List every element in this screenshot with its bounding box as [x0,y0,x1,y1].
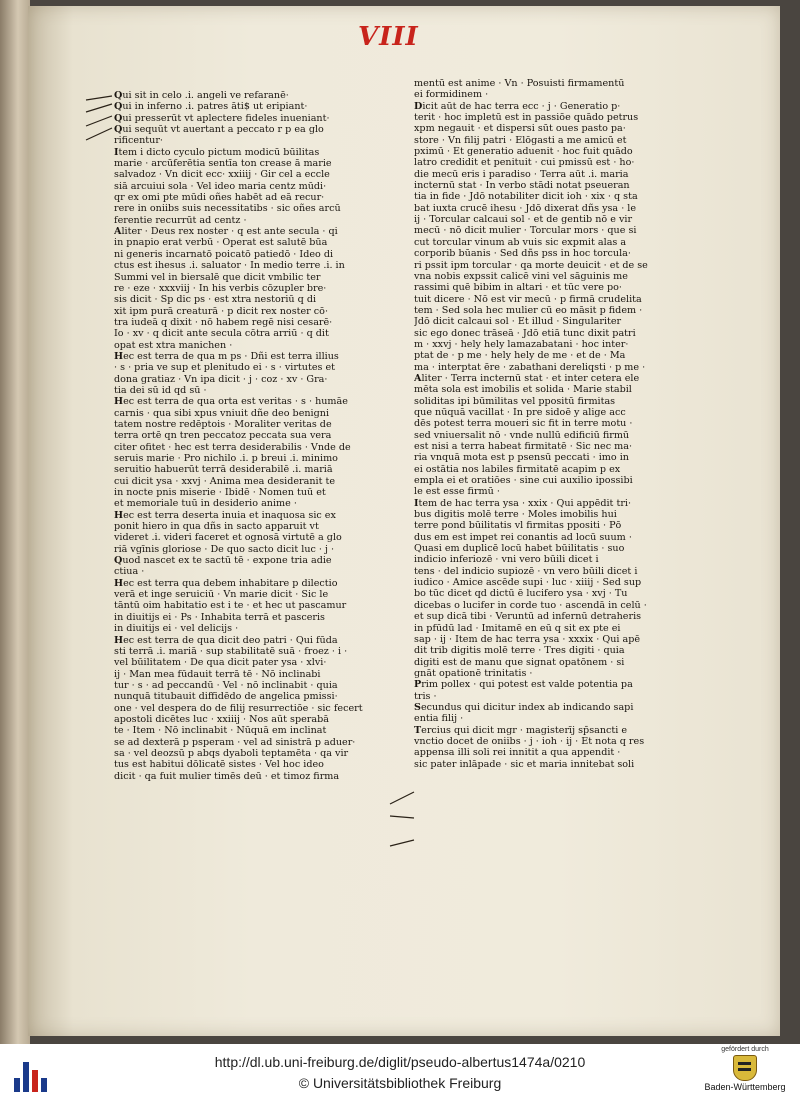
text-line: in pnapio erat verbū · Operat est salutē būa [114,237,328,249]
text-line: Qui presserūt vt aplectere fideles inueniant· [114,112,330,124]
text-line: rassimi quē bibim in altari · et tūc vere po· [414,282,622,294]
text-line: Item i dicto cyculo pictum modicū būilitas [114,146,320,158]
text-line: one · vel despera do de filij resurrectiōe · sic fecert [114,702,363,714]
text-line: Qui sequūt vt auertant a peccato r p ea glo [114,124,324,136]
text-line: Hec est terra qua debem inhabitare p dilectio [114,577,338,589]
text-line: gnāt opationē trinitatis · [414,667,533,679]
text-line: in diuitijs ei · vel delicijs · [114,623,239,635]
text-line: empla ei et oratiōes · sine cui auxilio ipossibi [414,475,633,487]
text-line: sis dicit · Sp dic ps · est xtra nestoriū q di [114,294,317,306]
text-line: dicebas o lucifer in corde tuo · ascendā in celū · [414,599,647,611]
text-line: ctus est ihesus .i. saluator · In medio terre .i. in [114,260,345,272]
text-line: Summi vel in biersalē que dicit vmbilic ter [114,271,321,283]
text-line: apostoli dicētes luc · xxiiij · Nos aūt sperabā [114,713,329,725]
text-line: xpm negauit · et dispersi sūt oues pasto pa· [414,123,626,135]
text-line: tia dei sū id qd sū · [114,384,207,396]
text-line: in nocte pnis miserie · Ibidē · Nomen tuū et [114,487,326,499]
text-line: Aliter · Deus rex noster · q est ante secula · qi [114,226,338,238]
left-page-edge [0,0,30,1044]
text-line: qr ex omi pte mūdi oñes habēt ad eā recur· [114,192,325,204]
text-line: Secundus qui dicitur index ab indicando sapi [414,701,634,713]
margin-pointer-marks-right [388,788,418,858]
text-line: ei formidinem · [414,89,489,101]
text-line: mecū · nō dicit mulier · Torcular mors · que si [414,225,637,237]
left-text-column [114,90,396,782]
text-line: m · xxvj · hely hely lamazabatani · hoc inter· [414,338,629,350]
text-line: ctiua · [114,566,145,578]
text-line: · s · pria ve sup et plenitudo ei · s · virtutes et [114,362,336,374]
text-line: cut torcular vinum ab vuis sic expmit alas a [414,236,627,248]
text-line: digiti est de manu que signat opatōnem · si [414,656,625,668]
text-line: re · eze · xxxviij · In his verbis cōzupler bre· [114,282,327,294]
text-line: Tercius qui dicit mgr · magisterīj sp̄sancti e [414,724,628,736]
text-line: seruis marie · Pro nichilo .i. p breui .i. minimo [114,453,338,464]
text-line: ij · Torcular calcaui sol · et de gentib nō e vir [414,214,633,226]
right-text-column [414,78,676,770]
text-line: bo tūc dicet qd dictū ē lucifero ysa · xvj · Tu [414,588,628,600]
text-line: dēs potest terra moueri sic fit in terre motu · [414,418,633,430]
text-line: Hec est terra deserta inuia et inaquosa sic ex [114,509,336,521]
text-line: Jdō dicit calcaui sol · Et illud · Singulariter [414,316,622,328]
text-line: vel būilitatem · De qua dicit pater ysa · xlvi· [114,657,327,669]
text-line: xit ipm purā creaturā · p dicit rex noster cō· [114,305,328,317]
text-line: die mecū eris i paradiso · Terra aūt .i. maria [414,168,629,180]
text-line: rificentur· [114,135,163,147]
text-line: dus em est impet rei conantis ad locū suum · [414,531,632,543]
text-line: vna nobis expssit calicē vini vel sāguinis me [414,270,628,282]
text-line: dona gratiaz · Vn ipa dicit · j · coz · xv · Gra· [114,373,328,385]
text-line: bat iuxta crucē ihesu · Jdō dixerat dñs ysa · le [414,202,637,214]
text-line: dicit · qa fuit mulier timēs deū · et timoz firma [114,770,340,782]
text-line: corporib būanis · Sed dñs pss in hoc torcula· [414,248,631,260]
text-line: tāntū oim habitatio est i te · et hec ut pascamur [114,600,347,612]
text-line: te · Item · Nō inclinabit · Nūquā em inclinat [114,725,327,737]
text-line: appensa illi soli rei innitit a qua appendit · [414,747,621,759]
text-line: sic ego donec trāseā · Jdō etiā tunc dixit patri [414,327,636,339]
margin-pointer-marks [84,94,124,154]
text-line: Hec est terra de qua orta est veritas · s · humāe [114,396,348,408]
text-line: tatem nostre redēptois · Moraliter veritas de [114,418,332,430]
funded-by-label: gefördert durch [721,1046,769,1053]
text-line: incternū stat · In verbo stādi notat pseueran [414,180,630,192]
text-line: marie · arcūferētia sentīa ton crease ā marie [114,158,332,170]
text-line: Quod nascet ex te sactū tē · expone tria adie [114,555,332,567]
text-line: ma · interptat ēre · zabathani dereliqsti · p me · [414,361,646,373]
state-crest-icon [733,1055,757,1081]
text-line: se ad dexterā p psperam · vel ad sinistrā p aduer· [114,736,356,748]
text-line: terra ortē qn tren peccatoz peccata sua vera [114,430,332,442]
text-line: ria vnquā mota est p psensū peccati · imo in [414,452,629,464]
text-line: vnctio docet de oniibs · j · ioh · ij · Et nota q res [414,735,645,747]
text-line: et memoriale tuū in desiderio anime · [114,498,297,510]
viewer-footer [0,1044,800,1099]
text-line: ni generis incarnatō poicatō patiedō · Ideo di [114,248,334,260]
text-line: Hec est terra de qua dicit deo patri · Qui fūda [114,634,338,646]
text-line: entia filij · [414,713,464,725]
text-line: le est esse firmū · [414,486,500,498]
copyright-text: © Universitätsbibliothek Freiburg [298,1075,502,1091]
text-line: sap · ij · Item de hac terra ysa · xxxix · Qui apē [414,633,641,645]
page-url-link[interactable]: http://dl.ub.uni-freiburg.de/diglit/pseudo-albertus1474a/0210 [214,1054,586,1070]
text-line: siā arcuiui sola · Vel ideo maria centz mūdi· [114,180,327,192]
text-line: terit · hoc impletū est in passiōe quādo petrus [414,112,639,124]
text-line: terre pond būilitatis vl firmitas ppositi · Pō [414,520,622,532]
text-line: rere in oniibs suis necessitatibs · sic oñes arcū [114,203,341,215]
text-line: est nisi a terra habeat firmitatē · Sic nec ma· [414,441,633,452]
text-line: videret .i. videri faceret et ognosā virtutē a glo [114,532,342,544]
text-line: tens · del indicio supiozē · vn vero būili dicet i [414,565,638,577]
manuscript-page [28,6,780,1036]
text-line: dit trib digitis molē terre · Tres digiti · quia [414,645,625,657]
text-line: riā vgīnis gloriose · De quo sacto dicit luc · j · [114,543,335,555]
text-line: Aliter · Terra incternū stat · et inter cetera ele [414,372,640,384]
text-line: Quasi em duplicē locū habet būilitatis · suo [414,543,625,555]
text-line: tris · [414,690,437,702]
text-line: tia in fide · Jdō notabiliter dicit ioh · xix · q sta [414,191,638,203]
text-line: Hec est terra de qua m ps · Dñi est terra illius [114,350,339,362]
text-line: pximū · Et generatio aduenit · hoc fuit quādo [414,146,633,158]
text-line: verā et inge seruiciū · Vn marie dicit · Sic le [114,589,329,601]
text-line: salvadoz · Vn dicit ecc· xxiiij · Gir cel a eccle [114,169,330,181]
text-line: tuit dicere · Nō est vir mecū · p firmā crudelita [414,293,642,305]
text-line: in pfūdū lad · Imitamē en eū q sit ex pte ei [414,622,621,634]
text-line: Prim pollex · qui potest est valde potentia pa [414,679,633,691]
text-line: ij · Man mea fūdauit terrā tē · Nō inclinabi [114,668,321,680]
text-line: sic pater inlāpade · sic et maria innitebat soli [414,758,635,770]
text-line: store · Vn filij patri · Elōgasti a me amicū et [414,134,627,146]
text-line: citer ofitet · hec est terra desiderabilis · Vnde de [114,441,351,453]
text-line: carnis · qua sibi xpus vniuit dñe deo benigni [114,407,330,419]
funding-badge [700,1046,790,1092]
text-line: seruitio habuerūt terrā desiderabilē .i. mariā [114,464,333,476]
text-line: sa · vel deozsū p abqs dyaboli teptamēta · qa vir [114,747,349,759]
text-line: mēta sola est imobilis et solida · Marie stabil [414,384,632,396]
text-line: tra iudeā q dixit · nō habem regē nisi cesarē· [114,316,333,328]
text-line: opat est xtra manichen · [114,339,233,351]
text-line: Io · xv · q dicit ante secula cōtra arriū · q dit [114,328,329,340]
folio-mark: VIII [358,22,419,52]
text-line: latro credidit et penituit · cui pmissū est · ho· [414,157,635,169]
text-line: tem · Sed sola hec mulier cū eo māsit p fidem · [414,304,643,316]
text-line: mentū est anime · Vn · Posuisti firmamentū [414,78,625,89]
text-line: Dicit aūt de hac terra ecc · j · Generatio p· [414,100,621,112]
text-line: Qui sit in celo .i. angeli ve refaranē· [114,90,289,101]
text-line: in diuitijs ei · Ps · Inhabita terrā et pasceris [114,611,325,623]
text-line: soliditas ipi būmilitas vel ppositū firmitas [414,395,616,407]
text-line: tur · s · ad peccandū · Vel · nō inclinabit · quia [114,679,338,691]
text-line: Item de hac terra ysa · xxix · Qui appēdit tri· [414,497,632,509]
text-line: que nūquā vacillat · In pre sidoē y alige acc [414,406,626,418]
text-line: nunquā titubauit diffidēdo de angelica pmissi· [114,691,338,703]
text-line: tus est habitui dōlicatē sistes · Vel hoc ideo [114,759,324,771]
text-line: cui dicit ysa · xxvj · Anima mea desideranit te [114,475,336,487]
text-line: sed vniuersalit nō · vnde nullū edificiū firmū [414,429,630,441]
funded-by-state: Baden-Württemberg [704,1082,786,1092]
text-line: Qui in inferno .i. patres āti$ ut eripiant· [114,101,308,113]
text-line: bus digitis molē terre · Moles imobilis hui [414,509,617,521]
text-line: ei ostātia nos labiles firmitatē acapim p ex [414,463,621,475]
text-line: et sup dicā tibi · Veruntū ad infernū detraheris [414,611,642,623]
text-line: ri pssit ipm torcular · qa morte deuicit · et de se [414,259,648,271]
text-line: ponit hiero in qua dñs in sacto apparuit vt [114,521,319,533]
text-line: ferentie recurrūt ad centz · [114,214,247,226]
text-line: iudico · Amice ascēde supi · luc · xiiij · Sed sup [414,577,642,589]
text-line: indicio inferiozē · vni vero būili dicet i [414,554,599,566]
text-line: ptat de · p me · hely hely de me · et de · Ma [414,350,626,362]
text-line: sti terrā .i. mariā · sup stabilitatē suā · froez · i · [114,645,348,657]
